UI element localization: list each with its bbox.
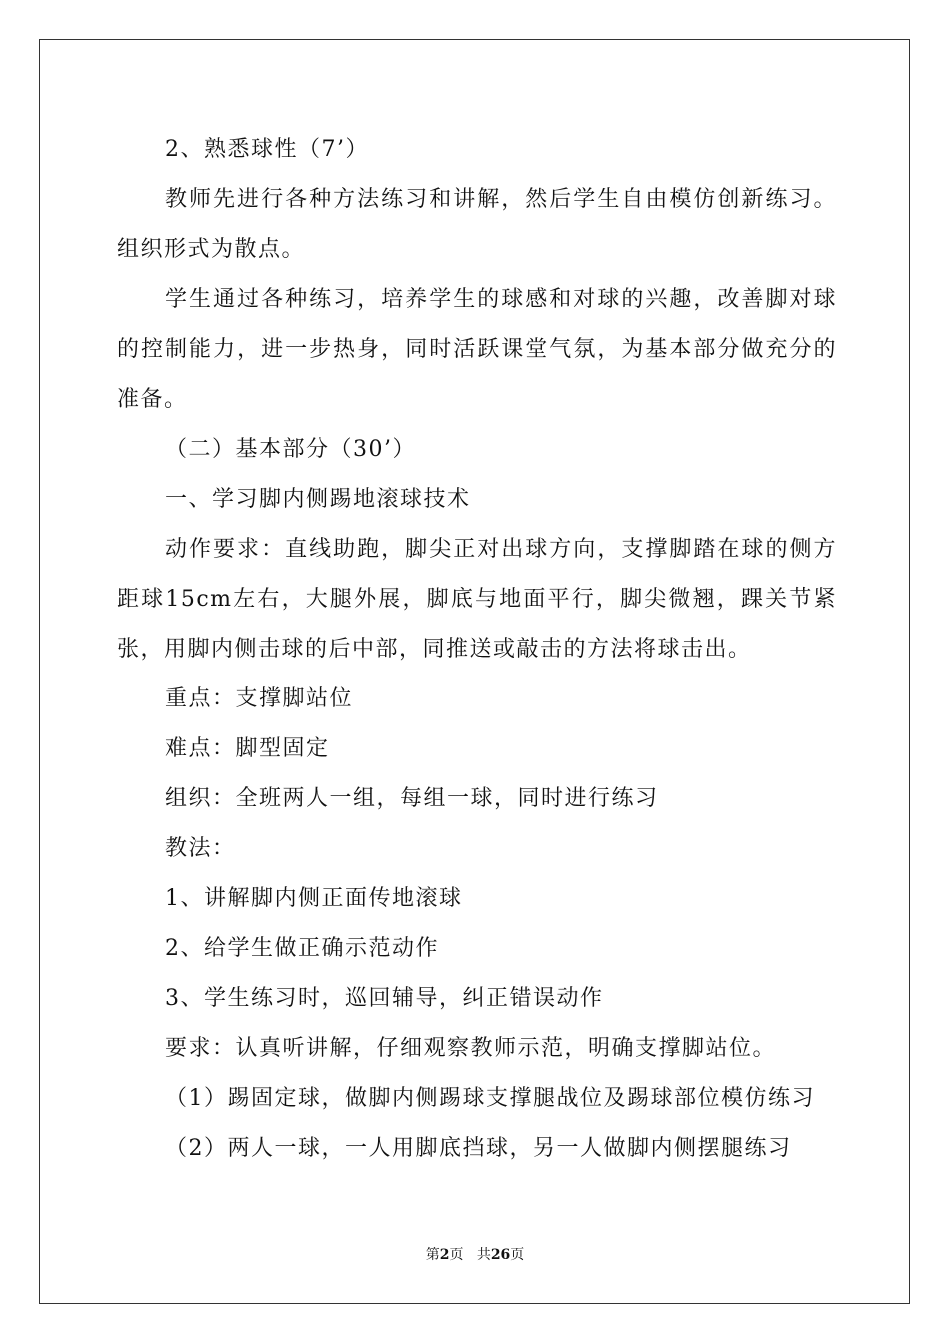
paragraph-line: 距球15cm左右，大腿外展，脚底与地面平行，脚尖微翘，踝关节紧 <box>117 587 837 612</box>
paragraph-line: 教师先进行各种方法练习和讲解，然后学生自由模仿创新练习。 <box>165 187 837 212</box>
list-item: 3、学生练习时，巡回辅导，纠正错误动作 <box>165 986 604 1011</box>
paragraph-line: 动作要求：直线助跑，脚尖正对出球方向，支撑脚踏在球的侧方 <box>165 537 837 562</box>
footer-total-suffix: 页 <box>510 1247 525 1263</box>
paragraph-line: 学生通过各种练习，培养学生的球感和对球的兴趣，改善脚对球 <box>165 287 837 312</box>
footer-page-suffix: 页 <box>449 1247 464 1263</box>
footer-page-number: 2 <box>439 1247 450 1263</box>
key-point-line: 重点：支撑脚站位 <box>165 686 354 711</box>
page-border <box>39 39 910 1304</box>
subsection-heading: 一、学习脚内侧踢地滚球技术 <box>165 487 471 512</box>
section-heading-ball-feel: 2、熟悉球性（7’） <box>165 137 369 162</box>
footer-page-prefix: 第 <box>425 1247 440 1263</box>
list-item: 2、给学生做正确示范动作 <box>165 936 439 961</box>
exercise-item: （2）两人一球，一人用脚底挡球，另一人做脚内侧摆腿练习 <box>165 1136 792 1161</box>
organization-line: 组织：全班两人一组，每组一球，同时进行练习 <box>165 786 659 811</box>
requirements-line: 要求：认真听讲解，仔细观察教师示范，明确支撑脚站位。 <box>165 1036 777 1061</box>
list-item: 1、讲解脚内侧正面传地滚球 <box>165 886 463 911</box>
exercise-item: （1）踢固定球，做脚内侧踢球支撑腿战位及踢球部位模仿练习 <box>165 1086 815 1111</box>
paragraph-line: 的控制能力，进一步热身，同时活跃课堂气氛，为基本部分做充分的 <box>117 337 837 362</box>
footer-total-prefix: 共 <box>476 1247 491 1263</box>
page-footer <box>0 1246 950 1264</box>
difficulty-line: 难点：脚型固定 <box>165 736 330 761</box>
footer-total-pages: 26 <box>490 1247 511 1263</box>
paragraph-line: 张，用脚内侧击球的后中部，同推送或敲击的方法将球击出。 <box>117 637 752 662</box>
paragraph-line: 组织形式为散点。 <box>117 237 306 262</box>
section-heading-basic-part: （二）基本部分（30’） <box>165 437 416 462</box>
paragraph-line: 准备。 <box>117 387 188 412</box>
teaching-method-label: 教法： <box>165 836 236 861</box>
